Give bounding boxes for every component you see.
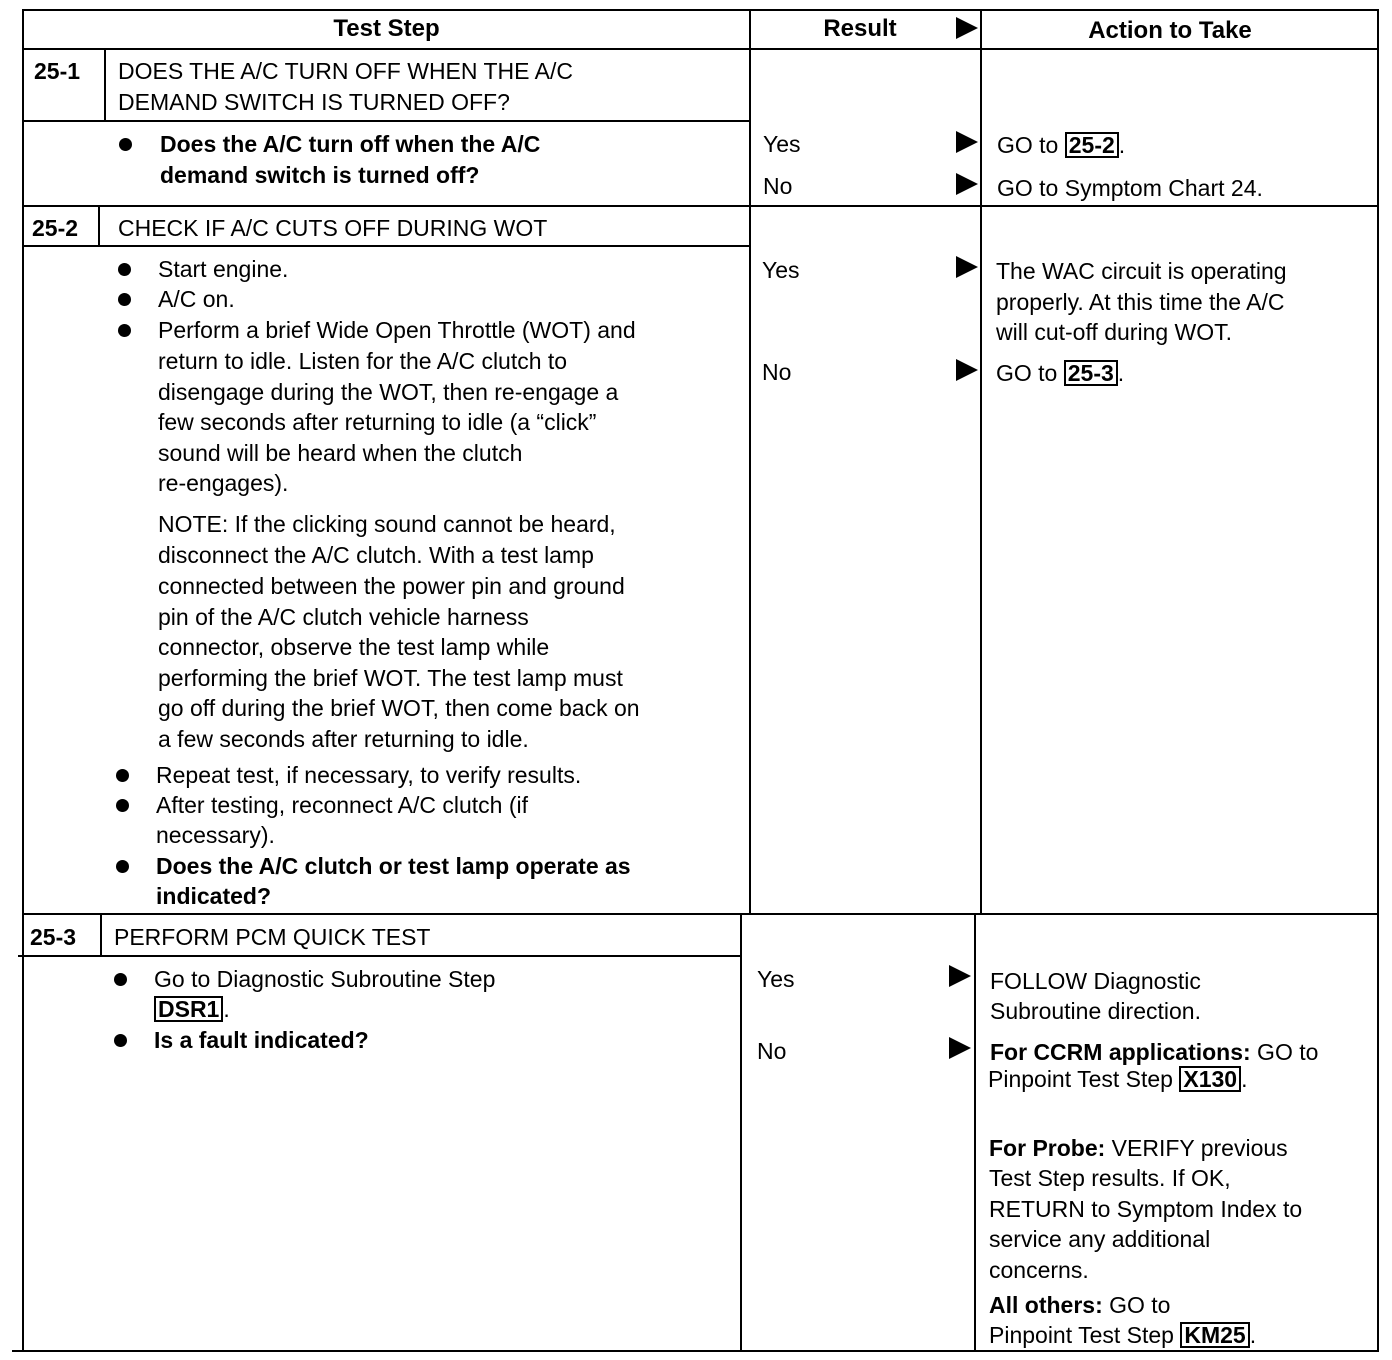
bullet-text: Start engine.: [158, 256, 289, 282]
action-text: concerns.: [989, 1257, 1089, 1283]
header-result: Result: [823, 15, 897, 42]
step-ref-link[interactable]: 25-2: [1065, 132, 1119, 158]
note-text: a few seconds after returning to idle.: [158, 726, 529, 752]
action-text-inline: VERIFY previous: [1105, 1135, 1288, 1161]
action-text: GO to Symptom Chart 24.: [997, 175, 1263, 201]
step-ref-link[interactable]: 25-3: [1064, 360, 1118, 386]
action-text: FOLLOW Diagnostic: [990, 968, 1201, 994]
bullet-text: After testing, reconnect A/C clutch (if: [156, 792, 528, 818]
result-yes: Yes: [762, 257, 800, 283]
ref-suffix: .: [1241, 1066, 1248, 1092]
bullet-text: Perform a brief Wide Open Throttle (WOT) and: [158, 317, 636, 343]
bullet-text: Does the A/C clutch or test lamp operate as: [156, 853, 631, 879]
step-title: CHECK IF A/C CUTS OFF DURING WOT: [118, 215, 548, 241]
bullet-text: necessary).: [156, 822, 275, 848]
bullet-icon: [118, 293, 131, 306]
ref-suffix: .: [1249, 1322, 1257, 1348]
bullet-text: disengage during the WOT, then re-engage a: [158, 379, 619, 405]
step-ref-link[interactable]: DSR1: [154, 996, 223, 1022]
action-suffix: .: [1118, 132, 1126, 158]
step-number: 25-1: [34, 58, 81, 84]
action-text: [989, 1290, 1170, 1321]
action-text: [997, 130, 1125, 161]
bullet-text: few seconds after returning to idle (a “click”: [158, 409, 597, 435]
action-text-inline: Pinpoint Test Step: [989, 1322, 1181, 1348]
note-text: go off during the brief WOT, then come back on: [158, 695, 640, 721]
action-text-inline: GO to: [1102, 1292, 1171, 1318]
arrow-icon: [956, 131, 978, 153]
action-text-inline: Pinpoint Test Step: [988, 1066, 1180, 1092]
step-ref-link[interactable]: KM25: [1180, 1322, 1249, 1348]
action-suffix: .: [1117, 360, 1125, 386]
bullet-icon: [116, 769, 129, 782]
action-text: Subroutine direction.: [990, 998, 1201, 1024]
bullet-text: A/C on.: [158, 286, 235, 312]
action-text: RETURN to Symptom Index to: [989, 1196, 1303, 1222]
arrow-icon: [956, 256, 978, 278]
result-no: No: [757, 1038, 787, 1064]
action-text: [989, 1320, 1256, 1351]
ref-suffix: .: [223, 996, 230, 1022]
arrow-icon: [949, 965, 971, 987]
arrow-icon: [956, 359, 978, 381]
step-title: PERFORM PCM QUICK TEST: [114, 924, 431, 950]
header-arrow-icon: [956, 17, 978, 39]
result-no: No: [762, 359, 792, 385]
header-test-step: Test Step: [333, 15, 440, 42]
bullet-icon: [116, 860, 129, 873]
bullet-text: [154, 994, 230, 1025]
action-text: properly. At this time the A/C: [996, 289, 1285, 315]
result-yes: Yes: [757, 966, 795, 992]
note-text: NOTE: If the clicking sound cannot be heard,: [158, 511, 616, 537]
bullet-text: Is a fault indicated?: [154, 1027, 369, 1053]
bullet-icon: [118, 324, 131, 337]
bullet-icon: [114, 1034, 127, 1047]
step-ref-link[interactable]: X130: [1179, 1066, 1241, 1092]
result-yes: Yes: [763, 131, 801, 157]
bullet-icon: [114, 973, 127, 986]
bullet-text: re-engages).: [158, 470, 289, 496]
action-text: [990, 1037, 1318, 1068]
bullet-text: Go to Diagnostic Subroutine Step: [154, 966, 496, 992]
bullet-icon: [119, 138, 132, 151]
bullet-text: return to idle. Listen for the A/C clutch to: [158, 348, 568, 374]
bullet-text: sound will be heard when the clutch: [158, 440, 523, 466]
step-title-line: DEMAND SWITCH IS TURNED OFF?: [118, 89, 510, 115]
note-text: performing the brief WOT. The test lamp must: [158, 665, 623, 691]
header-action: Action to Take: [1088, 17, 1252, 44]
action-text: service any additional: [989, 1226, 1211, 1252]
result-no: No: [763, 173, 793, 199]
action-text: [988, 1064, 1247, 1095]
action-text: [989, 1133, 1288, 1164]
step-number: 25-2: [32, 215, 79, 241]
action-text: [996, 358, 1124, 389]
action-label: For Probe:: [989, 1135, 1106, 1161]
bullet-icon: [116, 799, 129, 812]
bullet-text: demand switch is turned off?: [160, 162, 480, 188]
note-text: connected between the power pin and ground: [158, 573, 625, 599]
note-text: connector, observe the test lamp while: [158, 634, 550, 660]
arrow-icon: [949, 1037, 971, 1059]
bullet-text: Does the A/C turn off when the A/C: [160, 131, 541, 157]
action-text: will cut-off during WOT.: [996, 319, 1233, 345]
action-label: All others:: [989, 1292, 1103, 1318]
action-text: Test Step results. If OK,: [989, 1165, 1231, 1191]
note-text: pin of the A/C clutch vehicle harness: [158, 604, 529, 630]
step-number: 25-3: [30, 924, 77, 950]
bullet-icon: [118, 263, 131, 276]
arrow-icon: [956, 173, 978, 195]
action-label: For CCRM applications:: [990, 1039, 1251, 1065]
bullet-text: Repeat test, if necessary, to verify results.: [156, 762, 582, 788]
bullet-text: indicated?: [156, 883, 272, 909]
action-prefix: GO to: [997, 132, 1065, 158]
action-text-inline: GO to: [1250, 1039, 1319, 1065]
action-text: The WAC circuit is operating: [996, 258, 1287, 284]
action-prefix: GO to: [996, 360, 1064, 386]
note-text: disconnect the A/C clutch. With a test lamp: [158, 542, 594, 568]
step-title-line: DOES THE A/C TURN OFF WHEN THE A/C: [118, 58, 573, 84]
